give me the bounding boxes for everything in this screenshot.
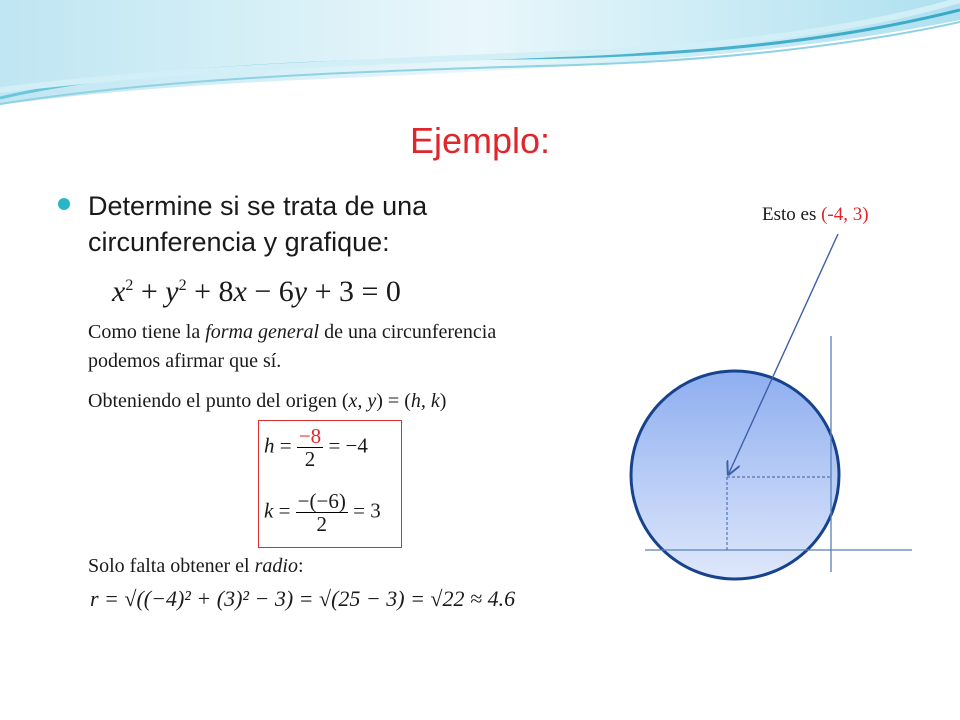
k-var: k — [264, 498, 274, 523]
h-fraction — [297, 425, 323, 470]
k-denominator: 2 — [316, 512, 328, 536]
annotation-point: (-4, 3) — [821, 204, 869, 225]
p3-emph: radio — [254, 555, 298, 577]
circle-equation — [112, 266, 401, 312]
eq-x2-exp: 2 — [125, 277, 134, 294]
bullet-text: Determine si se trata de una circunferencia y grafique: — [88, 191, 428, 257]
slide-title: Ejemplo: — [409, 120, 551, 161]
k-result: = 3 — [353, 498, 381, 523]
p2-hk: h, k — [410, 390, 440, 412]
p2-text-a: Obteniendo el punto del origen ( — [88, 390, 349, 412]
k-fraction — [296, 490, 348, 535]
radius-formula: r = √((−4)² + (3)² − 3) = √(25 − 3) = √22 ≈ 4.6 — [90, 586, 516, 611]
k-numerator: −(−6) — [297, 489, 346, 513]
eq-rest: + 3 = 0 — [314, 275, 401, 308]
header-wave-decoration — [0, 0, 960, 110]
p3-text-a: Solo falta obtener el — [88, 555, 255, 577]
p1-text-a: Como tiene la — [88, 321, 206, 343]
eq-x: x — [233, 275, 247, 308]
eq-y2-exp: 2 — [178, 277, 187, 294]
h-formula — [264, 425, 368, 470]
h-numerator: −8 — [298, 424, 322, 448]
p1-emph: forma general — [205, 321, 320, 343]
p2-text-b: ) = ( — [376, 390, 411, 412]
eq-minus: − 6 — [254, 275, 294, 308]
paragraph-radius — [88, 552, 528, 581]
p1-text-b: de una circunferencia podemos afirmar que sí. — [88, 321, 497, 372]
h-var: h — [264, 433, 275, 458]
eq-x2: x — [112, 275, 126, 308]
h-denominator: 2 — [304, 447, 316, 471]
k-formula — [264, 490, 381, 535]
eq-plus2: + 8 — [194, 275, 234, 308]
eq-y2: y — [165, 275, 179, 308]
eq-plus1: + — [140, 275, 158, 308]
p2-text-c: ) — [439, 390, 447, 412]
circle-graph — [600, 220, 940, 600]
p2-xy: x, y — [348, 390, 377, 412]
eq-y: y — [293, 275, 308, 308]
p3-text-b: : — [297, 555, 304, 577]
circle-shape — [631, 371, 839, 579]
k-eq: = — [278, 498, 291, 523]
annotation-prefix: Esto es — [762, 204, 822, 225]
h-result: = −4 — [328, 433, 368, 458]
paragraph-origin — [88, 387, 608, 416]
bullet-icon — [58, 198, 70, 210]
h-eq: = — [279, 433, 292, 458]
paragraph-general-form — [88, 318, 528, 376]
